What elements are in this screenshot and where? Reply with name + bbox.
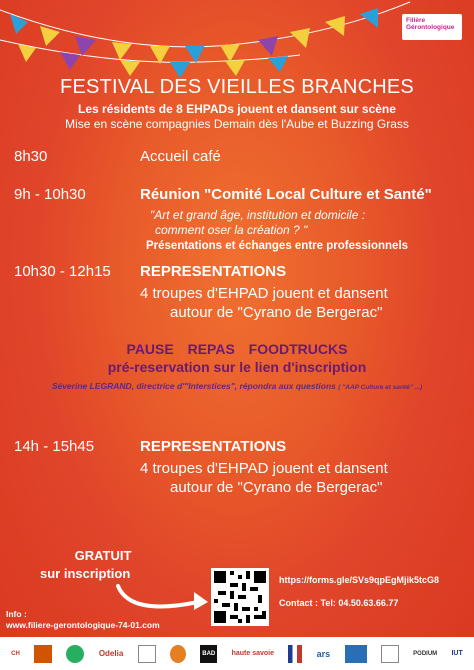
time-reunion: 9h - 10h30 xyxy=(14,186,86,203)
partner-logo: ars xyxy=(316,648,331,659)
morning-line2: autour de "Cyrano de Bergerac" xyxy=(170,304,383,321)
time-representations-morning: 10h30 - 12h15 xyxy=(14,263,111,280)
logo-text: Filière Gérontologique xyxy=(406,17,455,32)
reunion-note: Présentations et échanges entre professionnels xyxy=(146,240,409,252)
partner-logo: IUT xyxy=(451,650,463,657)
pause-repas-foodtrucks: PAUSE REPAS FOODTRUCKS xyxy=(126,341,348,357)
inscription-link[interactable]: https://forms.gle/SVs9qpEgMjik5tcG8 xyxy=(279,575,440,585)
partner-logo xyxy=(170,645,186,663)
partner-logo xyxy=(345,645,367,663)
partner-logo: BAD xyxy=(200,645,217,663)
contact-phone: Contact : Tel: 04.50.63.66.77 xyxy=(279,598,399,608)
partner-logo xyxy=(66,645,84,663)
label-representations-afternoon: REPRESENTATIONS xyxy=(140,438,287,455)
subtitle-residents: Les résidents de 8 EHPADs jouent et dansent sur scène xyxy=(78,102,396,116)
subtitle-mise-en-scene: Mise en scène compagnies Demain dès l'Aube et Buzzing Grass xyxy=(65,117,409,131)
afternoon-line2: autour de "Cyrano de Bergerac" xyxy=(170,479,383,496)
partner-logo: CH xyxy=(11,650,20,657)
severine-small: ( "AAP Culture et santé" ...) xyxy=(338,384,423,391)
gratuit-label: GRATUIT xyxy=(74,548,132,563)
qr-code[interactable] xyxy=(211,568,269,626)
bunting-decoration xyxy=(0,0,474,80)
arrow-icon xyxy=(110,580,210,620)
reunion-quote-line1: "Art et grand âge, institution et domicile : xyxy=(150,208,366,222)
reunion-quote-line2: comment oser la création ? " xyxy=(155,223,308,237)
label-accueil: Accueil café xyxy=(140,148,221,165)
partner-logo xyxy=(138,645,156,663)
morning-line1: 4 troupes d'EHPAD jouent et dansent xyxy=(140,285,388,302)
partner-logo xyxy=(34,645,52,663)
afternoon-line1: 4 troupes d'EHPAD jouent et dansent xyxy=(140,460,388,477)
festival-title: FESTIVAL DES VIEILLES BRANCHES xyxy=(60,76,414,98)
info-label: Info : xyxy=(6,609,27,619)
partner-logo: haute savoie xyxy=(231,650,274,657)
severine-note xyxy=(0,381,474,391)
partner-logo: Odelia xyxy=(98,649,124,658)
severine-text: Séverine LEGRAND, directrice d'"Interstices", répondra aux questions xyxy=(51,381,336,391)
partner-logos-bar xyxy=(0,637,474,670)
partner-logo xyxy=(288,645,302,663)
filiere-logo xyxy=(402,14,462,40)
time-representations-afternoon: 14h - 15h45 xyxy=(14,438,95,455)
sur-inscription-label: sur inscription xyxy=(40,566,131,581)
partner-logo xyxy=(381,645,399,663)
website-link[interactable]: www.filiere-gerontologique-74-01.com xyxy=(6,620,160,630)
qr-code-icon xyxy=(214,571,266,623)
prereservation-note: pré-reservation sur le lien d'inscription xyxy=(107,359,367,375)
partner-logo: PODIUM xyxy=(413,650,438,657)
label-representations-morning: REPRESENTATIONS xyxy=(140,263,287,280)
label-reunion: Réunion "Comité Local Culture et Santé" xyxy=(140,186,432,203)
time-accueil: 8h30 xyxy=(14,148,48,165)
